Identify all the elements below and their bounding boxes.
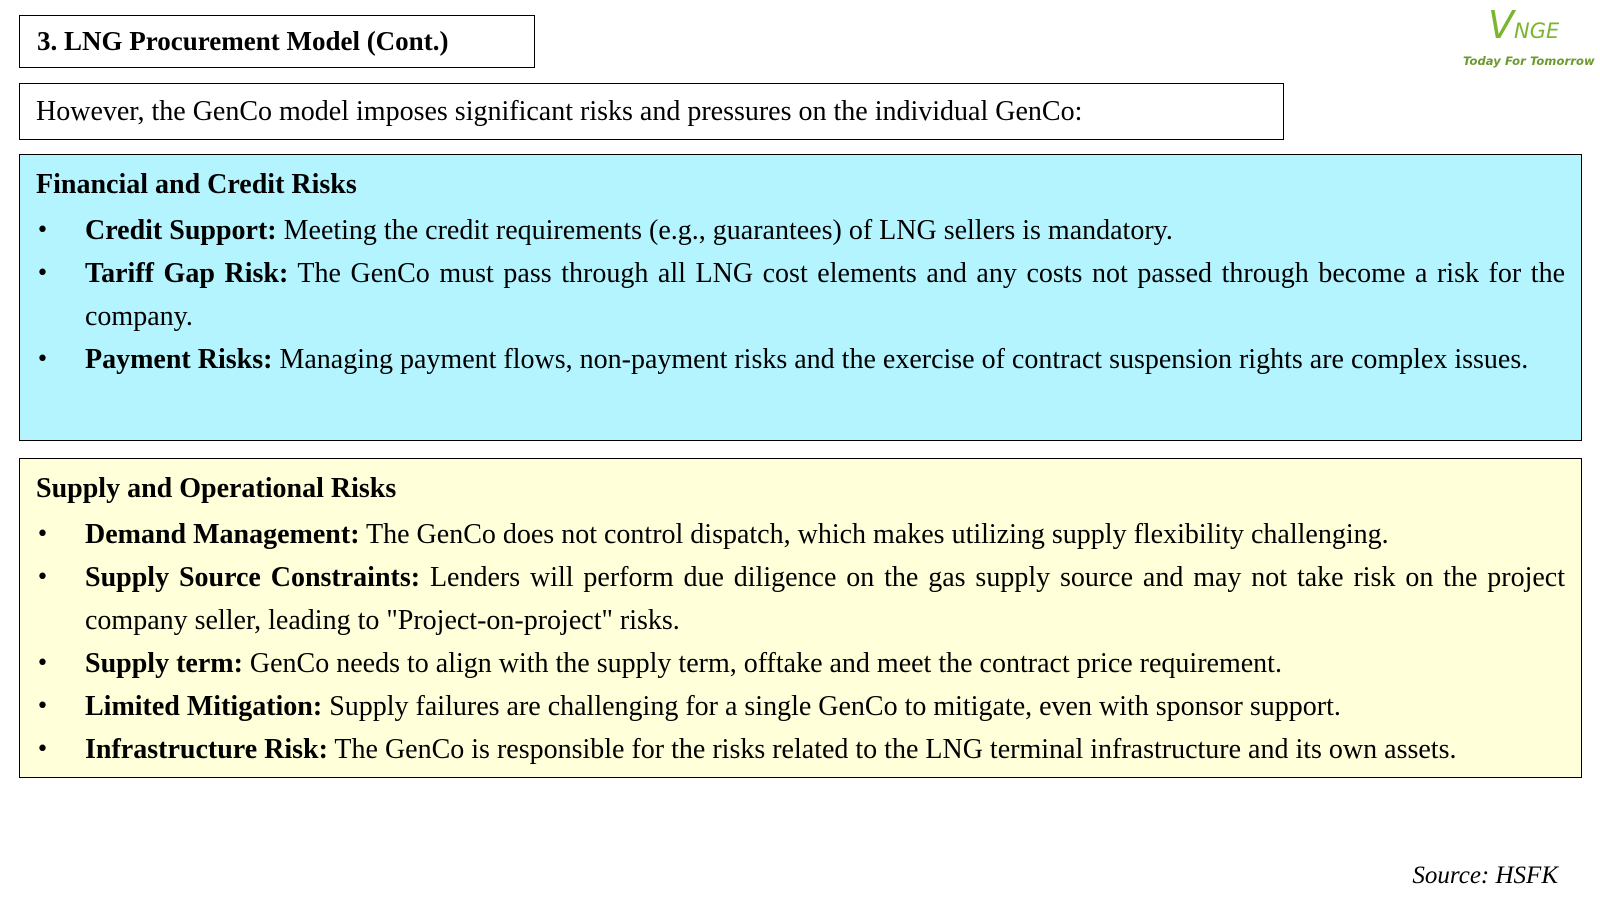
list-item [36, 728, 1565, 771]
intro-statement: However, the GenCo model imposes significant risks and pressures on the individual GenCo: [19, 83, 1284, 140]
item-label: Tariff Gap Risk: [85, 258, 289, 289]
bullet-icon: • [36, 737, 49, 762]
bullet-icon: • [36, 565, 49, 590]
logo-nge: NGE [1514, 19, 1560, 43]
slide-title: 3. LNG Procurement Model (Cont.) [19, 15, 535, 68]
logo-v: V [1488, 3, 1514, 47]
bullet-icon: • [36, 261, 49, 286]
item-text: Supply failures are challenging for a single GenCo to mitigate, even with sponsor support. [322, 691, 1341, 722]
supply-risks-panel [19, 458, 1582, 778]
item-label: Supply term: [85, 648, 243, 679]
logo-wordmark [1488, 3, 1560, 47]
financial-risks-list [36, 209, 1565, 381]
bullet-icon: • [36, 694, 49, 719]
item-text: Meeting the credit requirements (e.g., guarantees) of LNG sellers is mandatory. [276, 215, 1173, 246]
item-text: Managing payment flows, non-payment risks and the exercise of contract suspension rights are complex issues. [272, 344, 1529, 375]
item-text: The GenCo does not control dispatch, which makes utilizing supply flexibility challenging. [359, 519, 1389, 550]
item-label: Demand Management: [85, 519, 360, 550]
item-label: Supply Source Constraints: [85, 562, 421, 593]
supply-risks-list [36, 513, 1565, 771]
item-label: Infrastructure Risk: [85, 734, 328, 765]
financial-risks-panel [19, 154, 1582, 441]
bullet-icon: • [36, 218, 49, 243]
bullet-icon: • [36, 522, 49, 547]
bullet-icon: • [36, 651, 49, 676]
item-text: The GenCo is responsible for the risks related to the LNG terminal infrastructure and its own assets. [327, 734, 1457, 765]
list-item [36, 252, 1565, 338]
supply-risks-heading: Supply and Operational Risks [36, 473, 397, 504]
item-text: The GenCo must pass through all LNG cost elements and any costs not passed through become a risk for the company. [85, 258, 1565, 332]
item-label: Credit Support: [85, 215, 277, 246]
item-label: Payment Risks: [85, 344, 273, 375]
item-label: Limited Mitigation: [85, 691, 323, 722]
source-citation: Source: HSFK [1412, 862, 1558, 889]
list-item [36, 685, 1565, 728]
logo-tagline: Today For Tomorrow [1463, 54, 1595, 68]
bullet-icon: • [36, 347, 49, 372]
financial-risks-heading: Financial and Credit Risks [36, 169, 357, 200]
list-item [36, 642, 1565, 685]
item-text: Lenders will perform due diligence on the gas supply source and may not take risk on the project company seller, leading to "Project-on-project" risks. [85, 562, 1566, 636]
item-text: GenCo needs to align with the supply term, offtake and meet the contract price requirement. [242, 648, 1282, 679]
list-item [36, 209, 1565, 252]
list-item [36, 513, 1565, 556]
list-item [36, 556, 1565, 642]
list-item [36, 338, 1565, 381]
